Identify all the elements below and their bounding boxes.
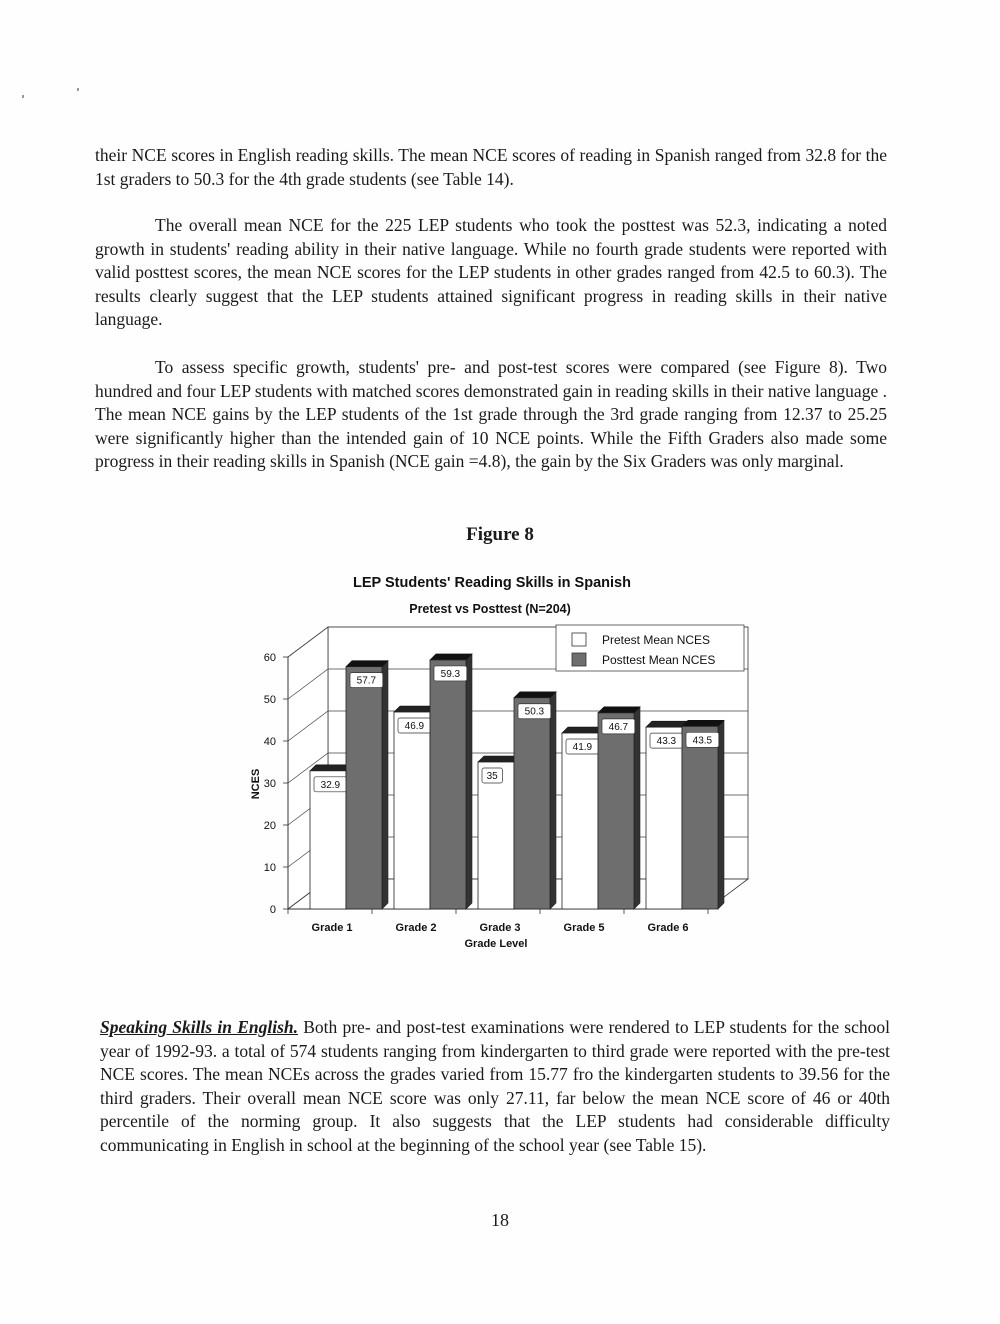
paragraph-2-text: The overall mean NCE for the 225 LEP students who took the posttest was 52.3, indicating a noted growth in students' reading ability in their native language. While no fourth grade students were reported with valid posttest scores, the mean NCE scores for the LEP students in other grades ranged from 42.5 to 60.3). The results clearly suggest that the LEP students attained significant progress in reading skills in their native language. <box>95 215 887 329</box>
y-tick-label: 50 <box>263 694 276 706</box>
y-tick-label: 60 <box>263 652 276 664</box>
y-tick-label: 0 <box>269 904 276 916</box>
legend-label: Posttest Mean NCES <box>602 653 716 667</box>
y-axis-label: NCES <box>250 768 262 800</box>
chart-subtitle: Pretest vs Posttest (N=204) <box>409 602 571 616</box>
y-tick-label: 30 <box>263 778 276 790</box>
posttest-bar <box>346 667 382 909</box>
chart-title: LEP Students' Reading Skills in Spanish <box>353 575 631 591</box>
scan-speck <box>22 95 24 98</box>
pretest-bar <box>478 762 514 909</box>
scan-speck <box>77 88 79 91</box>
bar-side <box>718 720 724 909</box>
paragraph-1 <box>95 144 887 191</box>
page-number: 18 <box>491 1210 509 1230</box>
data-label: 59.3 <box>440 668 461 680</box>
x-tick-label: Grade 1 <box>311 922 353 934</box>
pretest-bar <box>646 727 682 909</box>
bar-side <box>634 707 640 909</box>
bar-side <box>466 654 472 909</box>
paragraph-1-text: their NCE scores in English reading skills. The mean NCE scores of reading in Spanish ranged from 32.8 for the 1st graders to 50.3 for the 4th grade students (see Table 14). <box>95 145 887 189</box>
data-label: 32.9 <box>320 779 341 791</box>
data-label: 46.9 <box>404 721 425 733</box>
posttest-bar <box>682 726 718 909</box>
legend-swatch-posttest <box>572 653 586 666</box>
bar-top <box>430 654 472 660</box>
data-label: 57.7 <box>356 675 377 687</box>
bar-top <box>598 707 640 713</box>
x-tick-label: Grade 6 <box>647 922 689 934</box>
x-tick-label: Grade 2 <box>395 922 437 934</box>
data-label: 46.7 <box>608 721 629 733</box>
paragraph-2 <box>95 214 887 332</box>
legend-label: Pretest Mean NCES <box>602 633 711 647</box>
y-tick-label: 40 <box>263 736 276 748</box>
bar-top <box>514 692 556 698</box>
posttest-bar <box>430 660 466 909</box>
bar-side <box>382 661 388 909</box>
paragraph-3 <box>95 356 887 474</box>
posttest-bar <box>598 713 634 909</box>
bar-chart <box>230 568 770 958</box>
y-tick-label: 20 <box>263 820 276 832</box>
data-label: 43.3 <box>656 736 677 748</box>
y-tick-label: 10 <box>263 862 276 874</box>
x-tick-label: Grade 3 <box>479 922 521 934</box>
figure-8-chart <box>230 568 770 958</box>
pretest-bar <box>394 712 430 909</box>
section-heading: Speaking Skills in English. <box>100 1017 299 1037</box>
legend-swatch-pretest <box>572 633 586 646</box>
data-label: 35 <box>486 771 498 782</box>
paragraph-4 <box>100 1016 890 1157</box>
paragraph-4-text: Both pre- and post-test examinations were rendered to LEP students for the school year of 1992-93. a total of 574 students ranging from kindergarten to third grade were reported with the pre-test NCE scores. The mean NCEs across the grades varied from 15.77 fro the kindergarten students to 39.56 for the third graders. Their overall mean NCE score was only 27.11, far below the mean NCE score of 46 or 40th percentile of the norming group. It also suggests that the LEP students had considerable difficulty communicating in English in school at the beginning of the school year (see Table 15). <box>100 1017 890 1155</box>
bar-top <box>682 720 724 726</box>
bar-top <box>346 661 388 667</box>
data-label: 43.5 <box>692 735 713 747</box>
figure-label: Figure 8 <box>466 524 534 545</box>
data-label: 50.3 <box>524 706 545 718</box>
pretest-bar <box>562 733 598 909</box>
x-tick-label: Grade 5 <box>563 922 605 934</box>
bar-side <box>550 692 556 909</box>
x-axis-label: Grade Level <box>464 938 528 950</box>
posttest-bar <box>514 698 550 909</box>
paragraph-3-text: To assess specific growth, students' pre- and post-test scores were compared (see Figure 8). Two hundred and four LEP students with matched scores demonstrated gain in reading skills in their native language . The mean NCE gains by the LEP students of the 1st grade through the 3rd grade ranging from 12.37 to 25.25 were significantly higher than the intended gain of 10 NCE points. While the Fifth Graders also made some progress in their reading skills in Spanish (NCE gain =4.8), the gain by the Six Graders was only marginal. <box>95 357 887 471</box>
data-label: 41.9 <box>572 742 593 754</box>
